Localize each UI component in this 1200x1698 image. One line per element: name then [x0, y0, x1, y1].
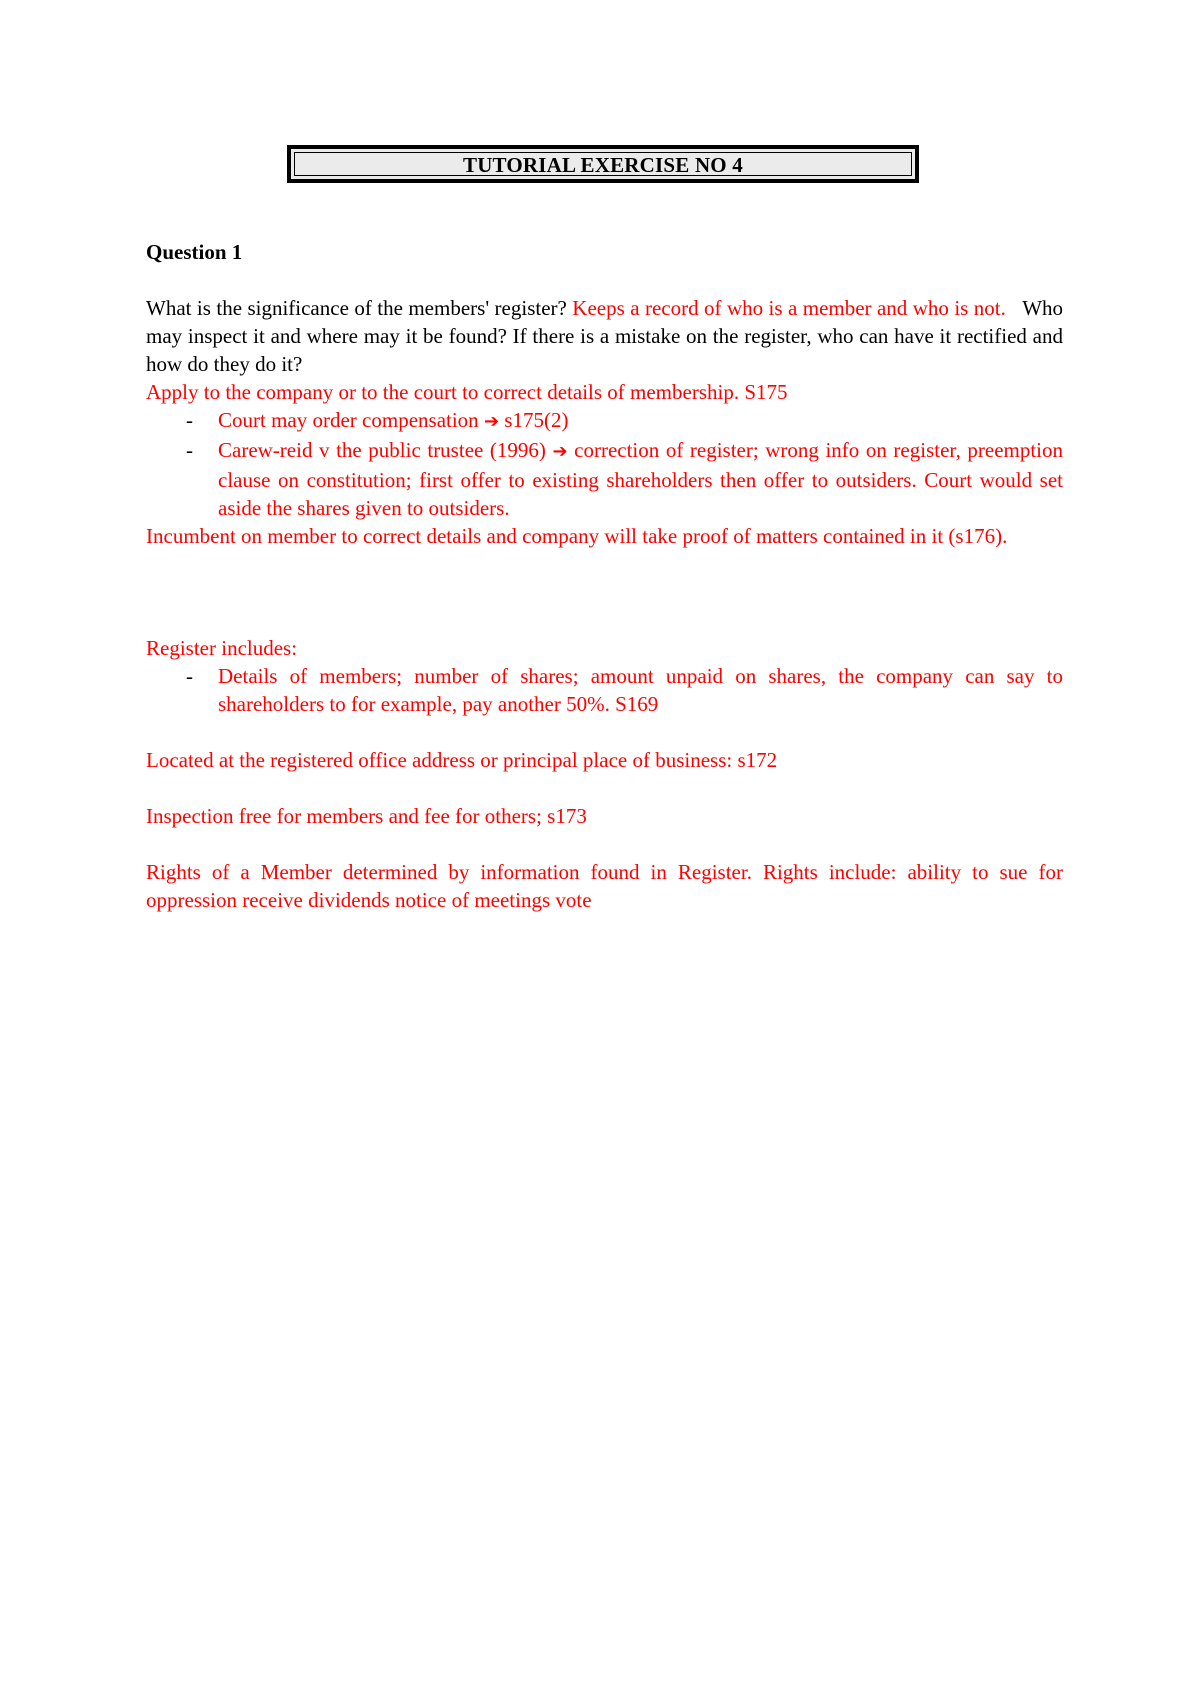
bullet-dash: -: [186, 408, 193, 432]
list-item: [146, 662, 1063, 718]
blank-line: [146, 774, 1063, 802]
apply-line: Apply to the company or to the court to correct details of membership. S175: [146, 380, 788, 404]
arrow-icon: ➔: [483, 411, 500, 432]
question-text-1: What is the significance of the members' register?: [146, 296, 567, 320]
list-item: [146, 436, 1063, 522]
bullet-list-2: [146, 662, 1063, 718]
blank-space: [146, 550, 1063, 634]
question-text-2: Who may inspect it and where may it be found? If there is a mistake on the register, who can have it rectified and how do they do it?: [146, 296, 1064, 376]
arrow-icon: ➔: [552, 441, 568, 462]
question-paragraph: [146, 294, 1063, 378]
register-includes-heading: Register includes:: [146, 636, 298, 660]
list-item: [146, 406, 1063, 436]
bullet-dash: -: [186, 438, 193, 462]
bullet-ref: s175(2): [504, 408, 569, 432]
blank-line: [146, 830, 1063, 858]
bullet-text: Court may order compensation: [218, 408, 479, 432]
question-heading: Question 1: [146, 240, 243, 264]
case-name: Carew-reid v the public trustee (1996): [218, 438, 546, 462]
title-box: [287, 145, 919, 183]
inspection-line: Inspection free for members and fee for others; s173: [146, 804, 587, 828]
document-title: TUTORIAL EXERCISE NO 4: [462, 153, 743, 177]
bullet-text: Details of members; number of shares; amount unpaid on shares, the company can say to shareholders to for example, pay another 50%. S169: [218, 664, 1063, 716]
blank-line: [146, 718, 1063, 746]
located-line: Located at the registered office address or principal place of business: s172: [146, 748, 778, 772]
rights-line: Rights of a Member determined by information found in Register. Rights include: ability to sue for oppression receive dividends notice of meetings vote: [146, 860, 1063, 912]
document-body: [146, 238, 1063, 914]
case-detail: correction of register; wrong info on register, preemption clause on constitution; first offer to existing shareholders then offer to outsiders. Court would set aside the shares given to outsiders.: [218, 438, 1064, 520]
bullet-list-1: [146, 406, 1063, 522]
bullet-dash: -: [186, 664, 193, 688]
incumbent-line: Incumbent on member to correct details and company will take proof of matters contained in it (s176).: [146, 524, 1008, 548]
answer-text-1: Keeps a record of who is a member and who is not.: [572, 296, 1006, 320]
blank-line: [146, 266, 1063, 294]
